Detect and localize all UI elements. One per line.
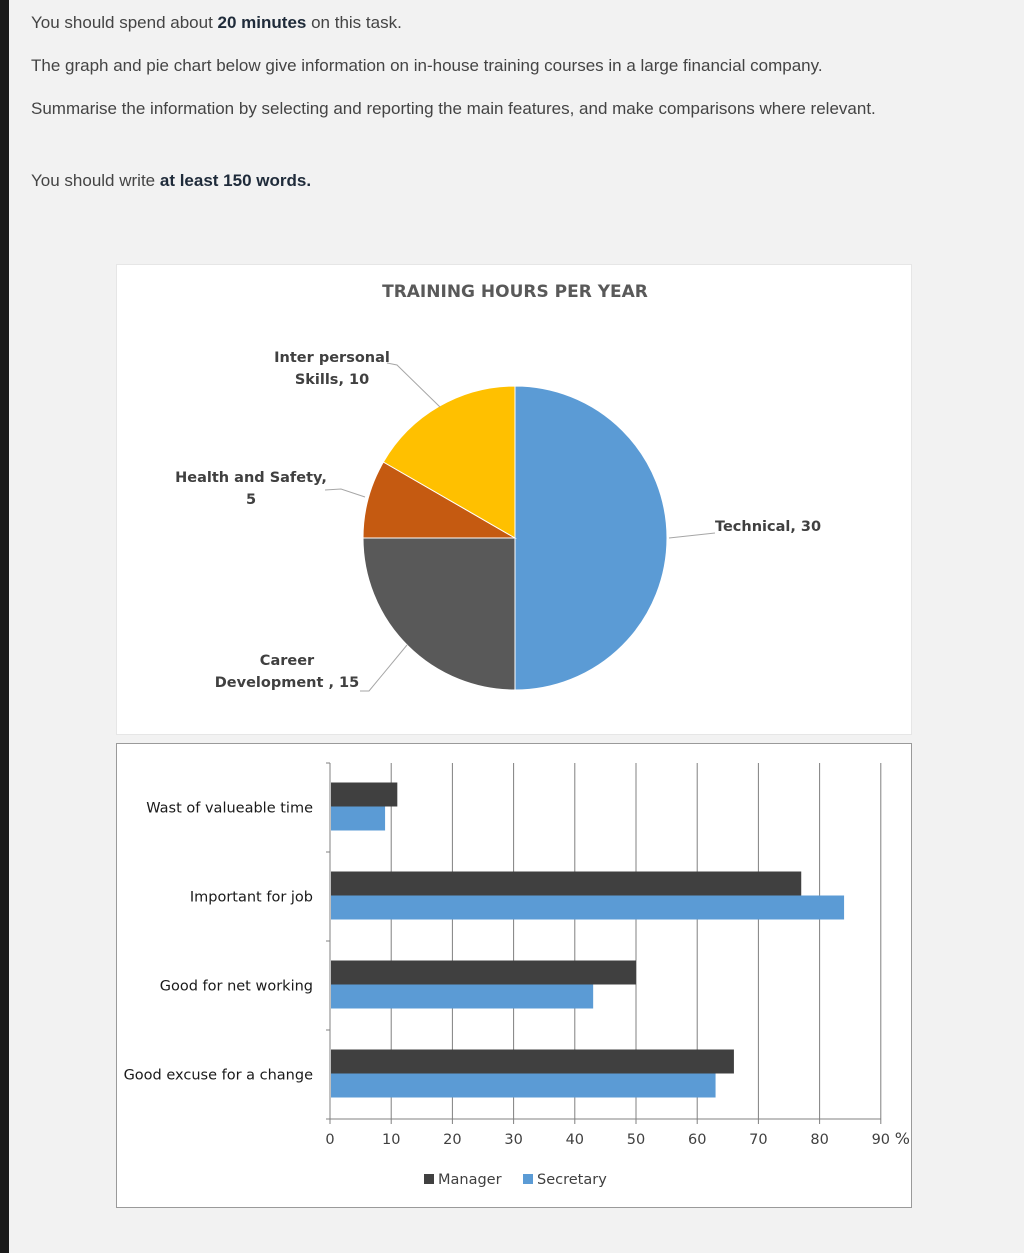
legend-label-secretary: Secretary [537,1172,607,1188]
x-tick-label: 40 [565,1132,585,1148]
bar-manager-good-for-net-working [331,961,636,985]
bar-manager-wast-of-valueable-time [331,783,397,807]
x-tick-label: 0 [325,1132,335,1148]
pie-leader-line [387,363,440,407]
pie-chart [117,265,913,736]
pie-slice-career-development [363,538,515,690]
bar-secretary-good-for-net-working [331,985,593,1009]
x-tick-label: 60 [687,1132,707,1148]
instruction-task: Summarise the information by selecting and reporting the main features, and make comparisons where relevant. [31,99,876,118]
bar-secretary-wast-of-valueable-time [331,807,385,831]
x-tick-label: 50 [626,1132,646,1148]
pie-label-career-development: Career Development , 15 [214,653,360,691]
bar-manager-important-for-job [331,872,801,896]
x-tick-label: 10 [381,1132,401,1148]
bar-secretary-important-for-job [331,896,844,920]
left-edge-bar [0,0,9,1253]
legend-swatch-manager [424,1174,434,1184]
category-label: Good for net working [159,978,313,995]
x-tick-label: 80 [810,1132,829,1148]
x-tick-label: 20 [443,1132,462,1148]
pie-leader-line [325,489,365,497]
legend-swatch-secretary [523,1174,533,1184]
instruction-time: You should spend about 20 minutes on this task. [31,13,402,32]
pie-chart-title: TRAINING HOURS PER YEAR [382,282,648,302]
bar-manager-good-excuse-for-a-change [331,1050,734,1074]
x-tick-label: 30 [504,1132,523,1148]
category-label: Good excuse for a change [123,1067,313,1084]
pie-slice-technical [515,386,667,690]
x-tick-label: 90 [871,1132,891,1148]
pie-leader-line [669,533,715,538]
bar-secretary-good-excuse-for-a-change [331,1074,716,1098]
x-tick-label: 70 [749,1132,768,1148]
bar-chart-panel [116,743,912,1208]
category-label: Wast of valueable time [146,800,313,817]
pie-label-inter-personal-skills: Inter personal Skills, 10 [274,350,390,388]
category-label: Important for job [189,889,313,906]
instruction-description: The graph and pie chart below give information on in-house training courses in a large financial company. [31,56,823,75]
x-axis-unit: % [894,1129,911,1148]
legend-label-manager: Manager [438,1172,502,1188]
pie-chart-panel [116,264,912,735]
pie-leader-line [360,645,407,691]
pie-label-technical: Technical, 30 [715,519,822,535]
bar-chart [117,744,911,1207]
instruction-word-count: You should write at least 150 words. [31,171,312,190]
pie-label-health-and-safety: Health and Safety, 5 [175,470,327,508]
